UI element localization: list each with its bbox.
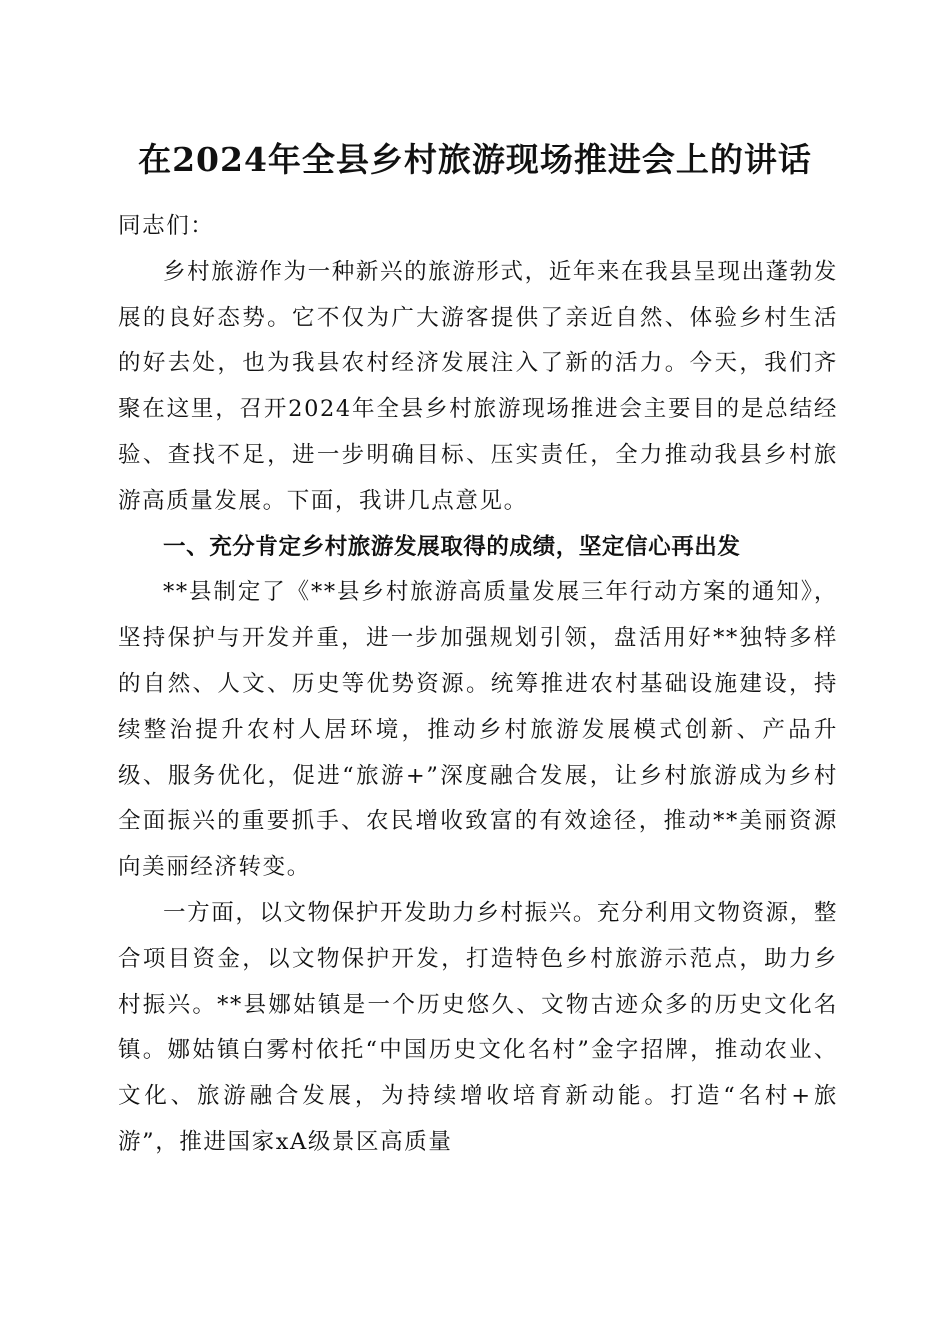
section-1-paragraph-2: 一方面，以文物保护开发助力乡村振兴。充分利用文物资源，整合项目资金，以文物保护开发，打造特色乡村旅游示范点，助力乡村振兴。**县娜姑镇是一个历史悠久、文物古迹众多的历史文化名镇。娜姑镇白雾村依托“中国历史文化名村”金字招牌，推动农业、文化、旅游融合发展，为持续增收培育新动能。打造“名村+旅游”，推进国家xA级景区高质量 xyxy=(118,899,838,1155)
section-heading-1: 一、充分肯定乡村旅游发展取得的成绩，坚定信心再出发 xyxy=(163,533,741,560)
document-body xyxy=(118,204,838,1166)
document-title: 在2024年全县乡村旅游现场推进会上的讲话 xyxy=(138,140,812,179)
section-1-paragraph-1: **县制定了《**县乡村旅游高质量发展三年行动方案的通知》，坚持保护与开发并重，进一步加强规划引领，盘活用好**独特多样的自然、人文、历史等优势资源。统筹推进农村基础设施建设，持续整治提升农村人居环境，推动乡村旅游发展模式创新、产品升级、服务优化，促进“旅游+”深度融合发展，让乡村旅游成为乡村全面振兴的重要抓手、农民增收致富的有效途径，推动**美丽资源向美丽经济转变。 xyxy=(118,579,838,881)
salutation: 同志们： xyxy=(118,213,215,239)
intro-paragraph: 乡村旅游作为一种新兴的旅游形式，近年来在我县呈现出蓬勃发展的良好态势。它不仅为广大游客提供了亲近自然、体验乡村生活的好去处，也为我县农村经济发展注入了新的活力。今天，我们齐聚在这里，召开2024年全县乡村旅游现场推进会主要目的是总结经验、查找不足，进一步明确目标、压实责任，全力推动我县乡村旅游高质量发展。下面，我讲几点意见。 xyxy=(118,258,838,514)
